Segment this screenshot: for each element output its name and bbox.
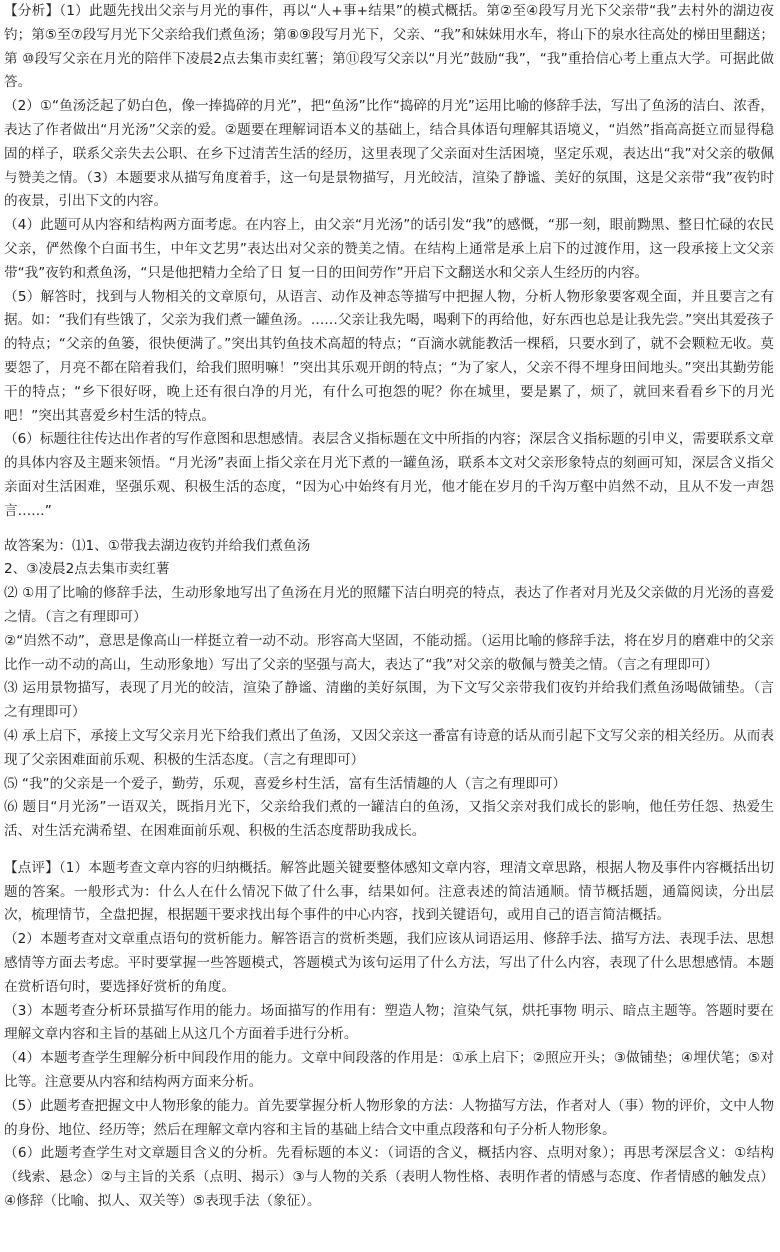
answer-item-6: ⑹ 题目“月光汤”一语双关，既指月光下，父亲给我们煮的一罐洁白的鱼汤，又指父亲对我们成长的影响，他任劳任怨、热爱生活、对生活充满希望、在困难面前乐观、积极的生活态度帮助我成长。 — [4, 799, 774, 840]
analysis-paragraph-5: （6）标题往往传达出作者的写作意图和思想感情。表层含义指标题在文中所指的内容；深层含义指标题的引申义，需要联系文章的具体内容及主题来领悟。“月光汤”表面上指父亲在月光下煮的一罐鱼汤，联系本文对父亲形象特点的刻画可知，深层含义指父亲面对生活困难，坚强乐观、积极生活的态度，“因为心中始终有月光，他才能在岁月的千沟万壑中岿然不动，且从不发一声怨言……” — [4, 431, 774, 519]
comment-paragraph-6: （6）此题考查学生对文章题目含义的分析。先看标题的本义：（词语的含义，概括内容、点明对象）；再思考深层含义：①结构（线索、悬念）②与主旨的关系（点明、揭示）③与人物的关系（表明人物性格、表明作者的情感与态度、作者情感的触发点）④修辞（比喻、拟人、双关等）⑤表现手法（象征）。 — [4, 1145, 774, 1210]
analysis-paragraph-2: （2）①“鱼汤泛起了奶白色，像一捧捣碎的月光”，把“鱼汤”比作“捣碎的月光”运用比喻的修辞手法，写出了鱼汤的洁白、浓香，表达了作者做出“月光汤”父亲的爱。②题要在理解词语本义的基础上，结合具体语句理解其语境义，“岿然”指高高挺立而显得稳固的样子，联系父亲失去公职、在乡下过清苦生活的经历，这里表现了父亲面对生活困境，坚定乐观，表达出“我”对父亲的敬佩与赞美之情。（3）本题要求从描写角度着手，这一句是景物描写，月光皎洁，渲染了静谧、美好的氛围，这是父亲带“我”夜钓时的夜景，引出下文的内容。 — [4, 98, 774, 210]
section-spacer — [4, 524, 774, 535]
answer-item-2: ②“岿然不动”，意思是像高山一样挺立着一动不动。形容高大坚固，不能动摇。（运用比喻的修辞手法，将在岁月的磨难中的父亲比作一动不动的高山，生动形象地）写出了父亲的坚强与高大，表达了“我”对父亲的敬佩与赞美之情。（言之有理即可） — [4, 632, 774, 673]
analysis-paragraph-1: 【分析】（1）此题先找出父亲与月光的事件，再以“人+事+结果”的模式概括。第②至④段写月光下父亲带“我”去村外的湖边夜钓；第⑤至⑦段写月光下父亲给我们煮鱼汤；第⑧⑨段写月光下，父亲、“我”和妹妹用水车，将山下的泉水往高处的梯田里翻送；第 ⑩段写父亲在月光的陪伴下凌晨2点去集市卖红薯；第⑪段写父亲以“月光”鼓励“我”，“我”重拾信心考上重点大学。可据此做答。 — [4, 3, 774, 91]
comment-section — [4, 857, 774, 1214]
answer-item-3: ⑶ 运用景物描写，表现了月光的皎洁，渲染了静谧、清幽的美好氛围，为下文写父亲带我们夜钓并给我们煮鱼汤喝做铺垫。（言之有理即可） — [4, 680, 774, 721]
answer-item-5: ⑸ “我”的父亲是一个爱子，勤劳，乐观，喜爱乡村生活，富有生活情趣的人（言之有理即可） — [4, 775, 567, 792]
answer-intro: 故答案为：⑴1、①带我去湖边夜钓并给我们煮鱼汤 — [4, 537, 311, 554]
comment-paragraph-5: （5）此题考查把握文中人物形象的能力。首先要掌握分析人物形象的方法：人物描写方法，作者对人（事）物的评价，文中人物的身份、地位、经历等；然后在理解文章内容和主旨的基础上结合文中重点段落和句子分析人物形象。 — [4, 1097, 774, 1138]
comment-paragraph-2: （2）本题考查对文章重点语句的赏析能力。解答语言的赏析类题，我们应该从词语运用、修辞手法、描写方法、表现手法、思想感情等方面去考虑。平时要掌握一些答题模式，答题模式为该句运用了什么方法，写出了什么内容，表现了什么思想感情。本题在赏析语句时，要选择好赏析的角度。 — [4, 931, 774, 995]
answer-line-2: 2、③凌晨2点去集市卖红薯 — [4, 561, 170, 578]
answer-item-1: ⑵ ①用了比喻的修辞手法，生动形象地写出了鱼汤在月光的照耀下洁白明亮的特点，表达了作者对月光及父亲做的月光汤的喜爱之情。（言之有理即可） — [4, 585, 774, 625]
answer-section — [4, 535, 774, 844]
answer-item-4: ⑷ 承上启下，承接上文写父亲月光下给我们煮出了鱼汤，又因父亲这一番富有诗意的话从而引起下文写父亲的相关经历。从而表现了父亲困难面前乐观、积极的生活态度。（言之有理即可） — [4, 727, 774, 768]
comment-paragraph-1: 【点评】（1）本题考查文章内容的归纳概括。解答此题关键要整体感知文章内容，理清文章思路，根据人物及事件内容概括出切题的答案。一般形式为：什么人在什么情况下做了什么事，结果如何。注意表述的简洁通顺。情节概括题，通篇阅读，分出层次，梳理情节，全盘把握，根据题干要求找出每个事件的中心内容，找到关键语句，或用自己的语言简洁概括。 — [4, 859, 774, 924]
comment-paragraph-3: （3）本题考查分析环景描写作用的能力。场面描写的作用有：塑造人物；渲染气氛，烘托事物 明示、暗点主题等。答题时要在理解文章内容和主旨的基础上从这几个方面着手进行分析。 — [4, 1002, 774, 1043]
analysis-paragraph-3: （4）此题可从内容和结构两方面考虑。在内容上，由父亲“月光汤”的话引发“我”的感慨，“那一刻，眼前黝黑、整日忙碌的农民父亲，俨然像个白面书生，中年文艺男”表达出对父亲的赞美之情。在结构上通常是承上启下的过渡作用，这一段承接上文父亲带“我”夜钓和煮鱼汤，“只是他把精力全给了日 复一日的田间劳作”开启下文翻送水和父亲人生经历的内容。 — [4, 217, 774, 281]
analysis-section — [4, 0, 774, 524]
comment-paragraph-4: （4）本题考查学生理解分析中间段作用的能力。文章中间段落的作用是：①承上启下；②照应开头；③做铺垫；④埋伏笔；⑤对比等。注意要从内容和结构两方面来分析。 — [4, 1050, 774, 1091]
analysis-paragraph-4: （5）解答时，找到与人物相关的文章原句，从语言、动作及神态等描写中把握人物，分析人物形象要客观全面，并且要言之有据。如：“我们有些饿了，父亲为我们煮一罐鱼汤。……父亲让我先喝，喝剩下的再给他，好东西也总是让我先尝。”突出其爱孩子的特点；“父亲的鱼篓，很快便满了。”突出其钓鱼技术高超的特点；“百滴水就能教活一棵稻，只要水到了，就不会颗粒无收。莫要怨了，月亮不都在陪着我们，给我们照明嘛！”突出其乐观开朗的特点；“为了家人，父亲不得不埋身田间地头。”突出其勤劳能干的特点；“乡下很好呀，晚上还有很白净的月光，有什么可抱怨的呢？你在城里，要是累了，烦了，就回来看看乡下的月光吧！”突出其喜爱乡村生活的特点。 — [4, 288, 774, 424]
section-spacer — [4, 844, 774, 857]
